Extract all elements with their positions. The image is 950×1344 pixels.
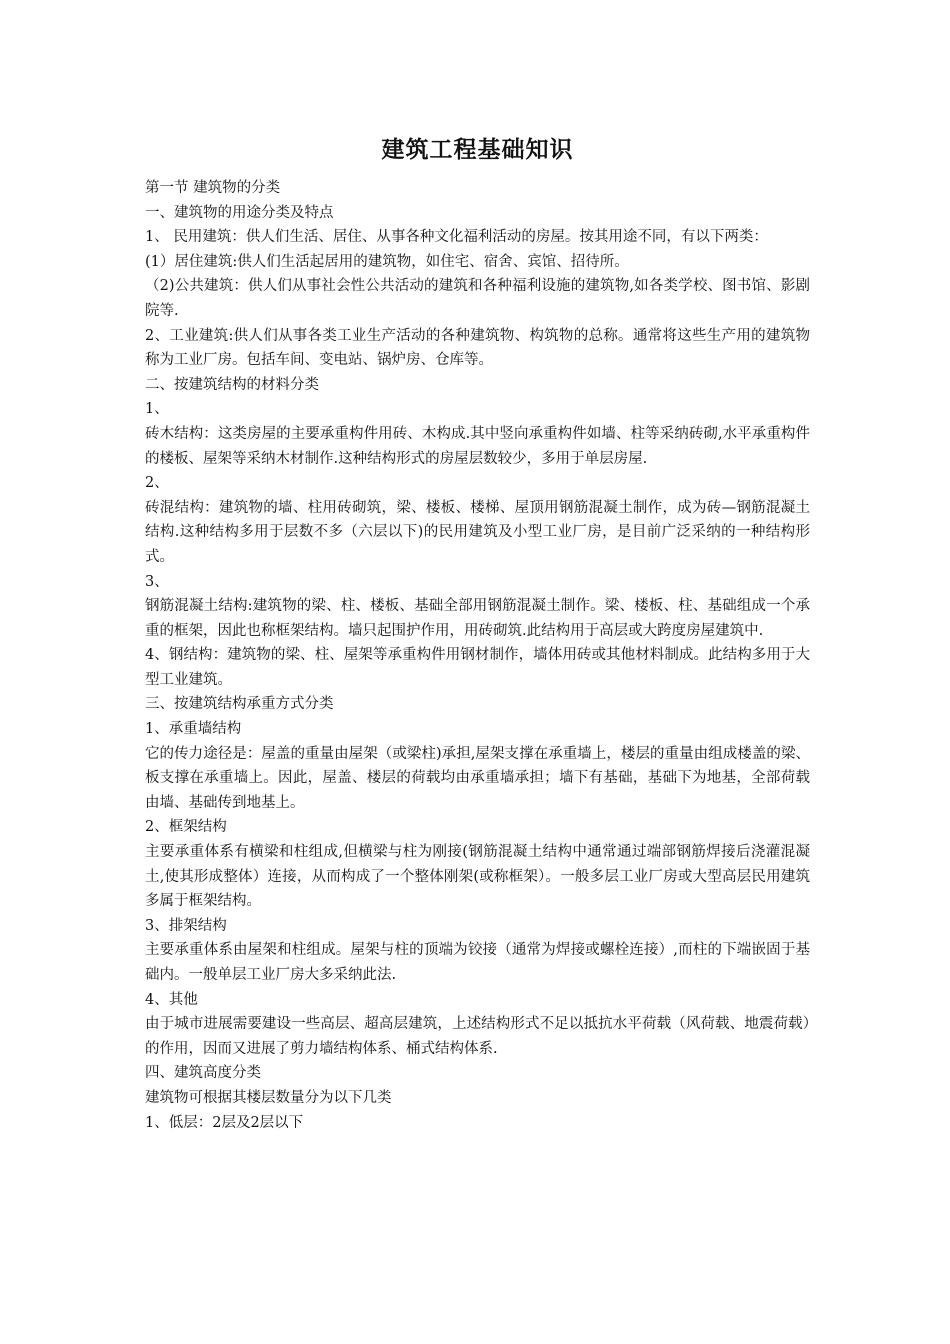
paragraph: 砖混结构：建筑物的墙、柱用砖砌筑，梁、楼板、楼梯、屋顶用钢筋混凝土制作，成为砖—钢筋混凝土结构.这种结构多用于层数不多（六层以下)的民用建筑及小型工业厂房，是目前广泛采纳的一种结构形式。 bbox=[145, 499, 810, 565]
subsection-heading: 二、按建筑结构的材料分类 bbox=[145, 376, 319, 393]
paragraph: (1）居住建筑:供人们生活起居用的建筑物，如住宅、宿舍、宾馆、招待所。 bbox=[145, 253, 629, 270]
paragraph: （2)公共建筑：供人们从事社会性公共活动的建筑和各种福利设施的建筑物,如各类学校、图书馆、影剧院等. bbox=[145, 278, 810, 319]
paragraph: 主要承重体系由屋架和柱组成。屋架与柱的顶端为铰接（通常为焊接或螺栓连接）,而柱的下端嵌固于基础内。一般单层工业厂房大多采纳此法. bbox=[145, 942, 810, 983]
document-page bbox=[145, 128, 810, 1135]
paragraph: 4、钢结构：建筑物的梁、柱、屋架等承重构件用钢材制作，墙体用砖或其他材料制成。此结构多用于大型工业建筑。 bbox=[145, 647, 810, 688]
paragraph: 主要承重体系有横梁和柱组成,但横梁与柱为刚接(钢筋混凝土结构中通常通过端部钢筋焊接后浇灌混凝土,使其形成整体）连接，从而构成了一个整体刚架(或称框架）。一般多层工业厂房或大型高层民用建筑多属于框架结构。 bbox=[145, 844, 810, 910]
paragraph: 由于城市进展需要建设一些高层、超高层建筑，上述结构形式不足以抵抗水平荷载（风荷载、地震荷载）的作用，因而又进展了剪力墙结构体系、桶式结构体系. bbox=[145, 1016, 810, 1057]
subsection-heading: 四、建筑高度分类 bbox=[145, 1065, 261, 1082]
paragraph: 2、工业建筑:供人们从事各类工业生产活动的各种建筑物、构筑物的总称。通常将这些生产用的建筑物称为工业厂房。包括车间、变电站、锅炉房、仓库等。 bbox=[145, 327, 810, 369]
section-heading: 第一节 建筑物的分类 bbox=[145, 180, 281, 196]
paragraph: 砖木结构：这类房屋的主要承重构件用砖、木构成.其中竖向承重构件如墙、柱等采纳砖砌,水平承重构件的楼板、屋架等采纳木材制作.这种结构形式的房屋层数较少，多用于单层房屋. bbox=[145, 425, 810, 467]
item-heading: 2、框架结构 bbox=[145, 819, 227, 836]
paragraph: 它的传力途径是：屋盖的重量由屋架（或梁柱)承担,屋架支撑在承重墙上，楼层的重量由组成楼盖的梁、板支撑在承重墙上。因此，屋盖、楼层的荷载均由承重墙承担；墙下有基础，基础下为地基，全部荷载由墙、基础传到地基上。 bbox=[145, 745, 810, 811]
item-heading: 1、承重墙结构 bbox=[145, 721, 242, 738]
item-heading: 4、其他 bbox=[145, 991, 198, 1008]
subsection-heading: 一、建筑物的用途分类及特点 bbox=[145, 204, 334, 221]
paragraph: 建筑物可根据其楼层数量分为以下几类 bbox=[145, 1089, 392, 1106]
item-heading: 3、排架结构 bbox=[145, 917, 227, 934]
item-number: 2、 bbox=[145, 475, 169, 492]
item-number: 3、 bbox=[145, 573, 169, 590]
paragraph: 钢筋混凝土结构:建筑物的梁、柱、楼板、基础全部用钢筋混凝土制作。梁、楼板、柱、基础组成一个承重的框架，因此也称框架结构。墙只起围护作用，用砖砌筑.此结构用于高层或大跨度房屋建筑中. bbox=[145, 598, 810, 639]
subsection-heading: 三、按建筑结构承重方式分类 bbox=[145, 696, 334, 713]
paragraph: 1、 民用建筑：供人们生活、居住、从事各种文化福利活动的房屋。按其用途不同，有以下两类： bbox=[145, 229, 768, 246]
paragraph: 1、低层：2层及2层以下 bbox=[145, 1114, 304, 1131]
document-title: 建筑工程基础知识 bbox=[381, 137, 574, 163]
item-number: 1、 bbox=[145, 401, 169, 418]
